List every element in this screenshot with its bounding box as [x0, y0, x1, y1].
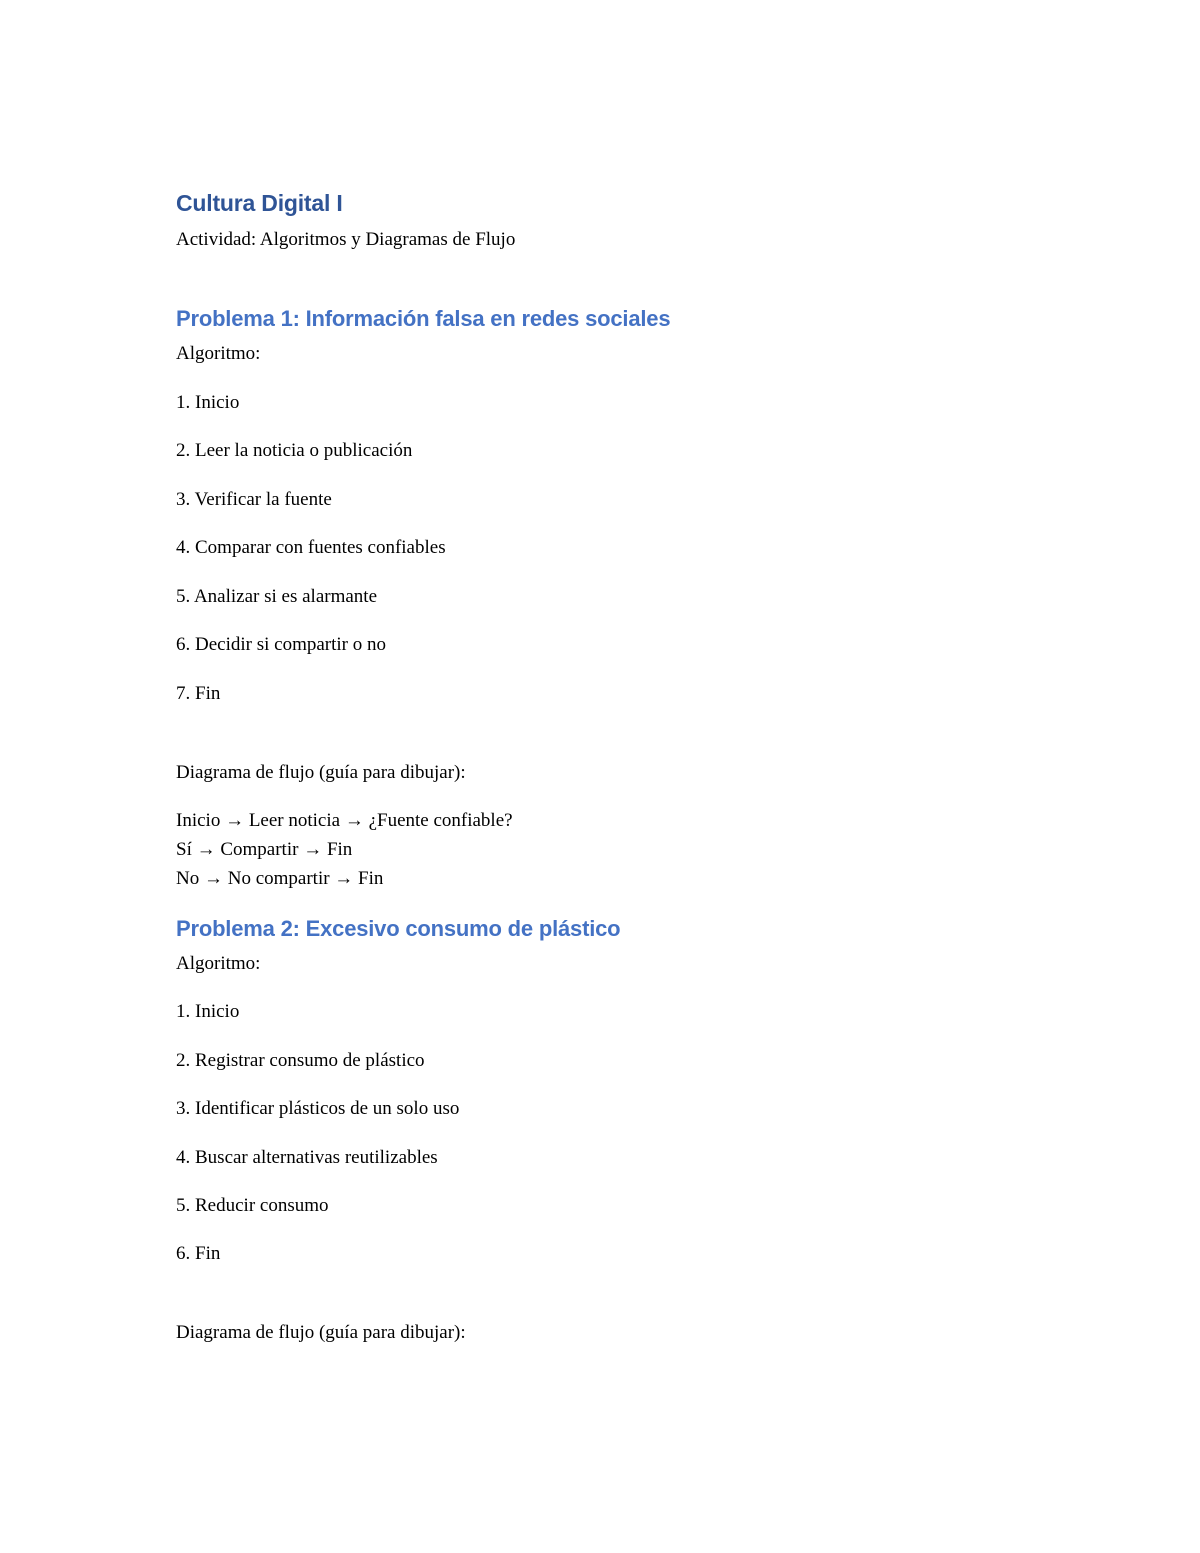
problem-1-diagram-label: Diagrama de flujo (guía para dibujar): — [176, 762, 466, 783]
problem-1-diagram-line: Inicio → Leer noticia → ¿Fuente confiable? — [176, 810, 513, 831]
problem-1-heading: Problema 1: Información falsa en redes sociales — [176, 306, 671, 331]
problem-1-step: 5. Analizar si es alarmante — [176, 586, 378, 607]
problem-2-step: 3. Identificar plásticos de un solo uso — [176, 1098, 460, 1119]
problem-1-step: 7. Fin — [176, 683, 221, 704]
document-subtitle: Actividad: Algoritmos y Diagramas de Flujo — [176, 229, 516, 250]
problem-1-diagram-line: No → No compartir → Fin — [176, 868, 384, 889]
problem-2-diagram-label: Diagrama de flujo (guía para dibujar): — [176, 1322, 466, 1343]
problem-1-algorithm-label: Algoritmo: — [176, 343, 261, 364]
problem-1-step: 1. Inicio — [176, 392, 240, 413]
problem-1-step: 4. Comparar con fuentes confiables — [176, 537, 446, 558]
problem-2-step: 1. Inicio — [176, 1001, 240, 1022]
problem-1-step: 6. Decidir si compartir o no — [176, 634, 387, 655]
problem-2-step: 5. Reducir consumo — [176, 1195, 329, 1216]
problem-1-step: 2. Leer la noticia o publicación — [176, 440, 413, 461]
problem-2-step: 4. Buscar alternativas reutilizables — [176, 1147, 438, 1168]
problem-1-step: 3. Verificar la fuente — [176, 489, 332, 510]
problem-2-heading: Problema 2: Excesivo consumo de plástico — [176, 916, 621, 941]
problem-2-algorithm-label: Algoritmo: — [176, 953, 261, 974]
document-title: Cultura Digital I — [176, 190, 343, 216]
problem-1-diagram-line: Sí → Compartir → Fin — [176, 839, 353, 860]
problem-2-step: 2. Registrar consumo de plástico — [176, 1050, 425, 1071]
problem-2-step: 6. Fin — [176, 1243, 221, 1264]
